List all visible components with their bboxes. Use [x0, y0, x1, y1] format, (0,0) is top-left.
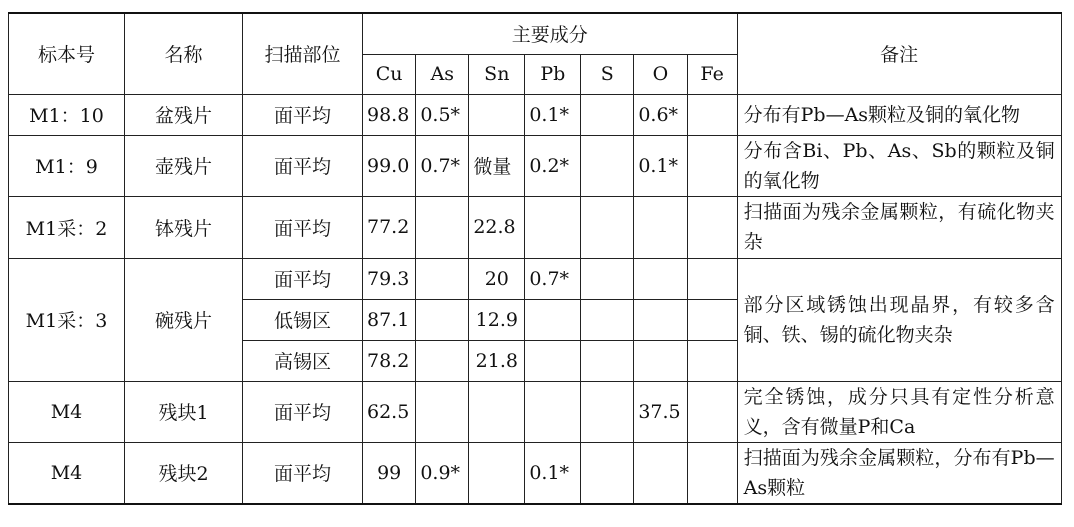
scan-location-cell: 低锡区 — [243, 299, 363, 340]
composition-table-container — [8, 12, 1062, 505]
header-remarks: 备注 — [737, 13, 1061, 94]
as-cell: 0.5* — [416, 94, 469, 135]
cu-cell: 78.2 — [363, 340, 416, 381]
header-row-1 — [9, 13, 1062, 54]
header-main-components: 主要成分 — [363, 13, 738, 54]
sn-cell — [469, 442, 525, 504]
as-cell — [416, 340, 469, 381]
table-row — [9, 94, 1062, 135]
o-cell — [634, 299, 687, 340]
s-cell — [581, 94, 634, 135]
pb-cell: 0.1* — [525, 94, 581, 135]
as-cell — [416, 299, 469, 340]
remark-cell: 部分区域锈蚀出现晶界，有较多含铜、铁、锡的硫化物夹杂 — [737, 258, 1061, 381]
header-element: Pb — [525, 54, 581, 94]
s-cell — [581, 299, 634, 340]
cu-cell: 77.2 — [363, 196, 416, 258]
o-cell: 37.5 — [634, 381, 687, 442]
remark-cell: 分布有Pb—As颗粒及铜的氧化物 — [737, 94, 1061, 135]
name-cell: 钵残片 — [125, 196, 243, 258]
name-cell: 壶残片 — [125, 135, 243, 196]
header-element: Fe — [687, 54, 737, 94]
remark-cell: 扫描面为残余金属颗粒，有硫化物夹杂 — [737, 196, 1061, 258]
scan-location-cell: 面平均 — [243, 258, 363, 299]
fe-cell — [687, 381, 737, 442]
fe-cell — [687, 340, 737, 381]
s-cell — [581, 196, 634, 258]
table-row — [9, 258, 1062, 299]
scan-location-cell: 面平均 — [243, 381, 363, 442]
as-cell — [416, 258, 469, 299]
s-cell — [581, 135, 634, 196]
remark-cell: 完全锈蚀，成分只具有定性分析意义，含有微量P和Ca — [737, 381, 1061, 442]
composition-table — [8, 12, 1062, 505]
pb-cell — [525, 381, 581, 442]
scan-location-cell: 高锡区 — [243, 340, 363, 381]
o-cell: 0.1* — [634, 135, 687, 196]
as-cell — [416, 196, 469, 258]
table-row — [9, 135, 1062, 196]
sn-cell: 12.9 — [469, 299, 525, 340]
s-cell — [581, 442, 634, 504]
remark-cell: 分布含Bi、Pb、As、Sb的颗粒及铜的氧化物 — [737, 135, 1061, 196]
o-cell: 0.6* — [634, 94, 687, 135]
pb-cell: 0.2* — [525, 135, 581, 196]
header-element: O — [634, 54, 687, 94]
header-element: Cu — [363, 54, 416, 94]
cu-cell: 79.3 — [363, 258, 416, 299]
pb-cell — [525, 299, 581, 340]
scan-location-cell: 面平均 — [243, 94, 363, 135]
scan-location-cell: 面平均 — [243, 442, 363, 504]
fe-cell — [687, 442, 737, 504]
header-specimen-no: 标本号 — [9, 13, 125, 94]
fe-cell — [687, 258, 737, 299]
o-cell — [634, 442, 687, 504]
s-cell — [581, 381, 634, 442]
remark-cell: 扫描面为残余金属颗粒，分布有Pb—As颗粒 — [737, 442, 1061, 504]
sn-cell — [469, 94, 525, 135]
header-name: 名称 — [125, 13, 243, 94]
name-cell: 残块2 — [125, 442, 243, 504]
as-cell: 0.9* — [416, 442, 469, 504]
table-row — [9, 196, 1062, 258]
cu-cell: 62.5 — [363, 381, 416, 442]
s-cell — [581, 340, 634, 381]
as-cell: 0.7* — [416, 135, 469, 196]
sn-cell — [469, 381, 525, 442]
sn-cell: 22.8 — [469, 196, 525, 258]
specimen-no-cell: M1采：2 — [9, 196, 125, 258]
cu-cell: 99 — [363, 442, 416, 504]
specimen-no-cell: M4 — [9, 381, 125, 442]
fe-cell — [687, 299, 737, 340]
scan-location-cell: 面平均 — [243, 196, 363, 258]
name-cell: 残块1 — [125, 381, 243, 442]
name-cell: 盆残片 — [125, 94, 243, 135]
header-element: S — [581, 54, 634, 94]
pb-cell — [525, 196, 581, 258]
table-row — [9, 442, 1062, 504]
sn-cell: 20 — [469, 258, 525, 299]
scan-location-cell: 面平均 — [243, 135, 363, 196]
header-element: As — [416, 54, 469, 94]
o-cell — [634, 196, 687, 258]
pb-cell: 0.1* — [525, 442, 581, 504]
fe-cell — [687, 135, 737, 196]
cu-cell: 99.0 — [363, 135, 416, 196]
pb-cell — [525, 340, 581, 381]
as-cell — [416, 381, 469, 442]
table-row — [9, 381, 1062, 442]
fe-cell — [687, 196, 737, 258]
o-cell — [634, 340, 687, 381]
name-cell: 碗残片 — [125, 258, 243, 381]
fe-cell — [687, 94, 737, 135]
cu-cell: 98.8 — [363, 94, 416, 135]
header-element: Sn — [469, 54, 525, 94]
s-cell — [581, 258, 634, 299]
o-cell — [634, 258, 687, 299]
cu-cell: 87.1 — [363, 299, 416, 340]
specimen-no-cell: M1：10 — [9, 94, 125, 135]
specimen-no-cell: M4 — [9, 442, 125, 504]
sn-cell: 21.8 — [469, 340, 525, 381]
sn-cell: 微量 — [469, 135, 525, 196]
header-scan-location: 扫描部位 — [243, 13, 363, 94]
specimen-no-cell: M1采：3 — [9, 258, 125, 381]
pb-cell: 0.7* — [525, 258, 581, 299]
specimen-no-cell: M1：9 — [9, 135, 125, 196]
